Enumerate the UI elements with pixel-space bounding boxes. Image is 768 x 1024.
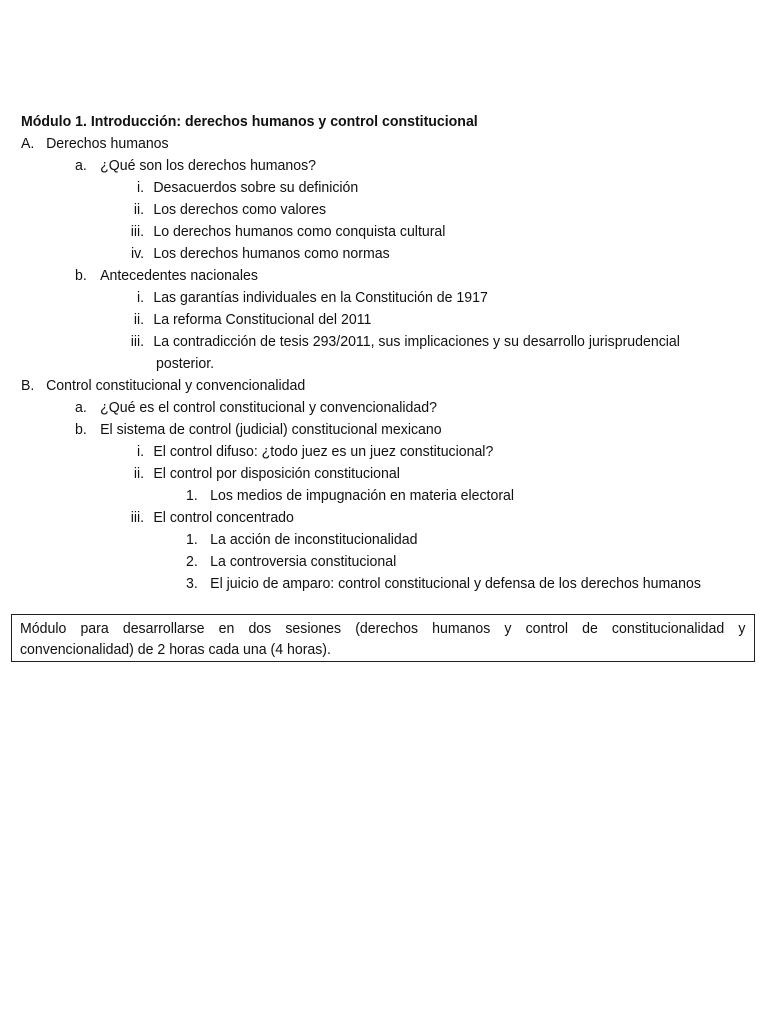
item-marker: a. xyxy=(75,399,87,416)
item-label: La contradicción de tesis 293/2011, sus implicaciones y su desarrollo jurisprudencial xyxy=(153,333,680,350)
section-a-label: Derechos humanos xyxy=(46,135,169,152)
item-label: ¿Qué son los derechos humanos? xyxy=(100,157,317,174)
item-marker: 3. xyxy=(186,575,198,592)
note-line-2: convencionalidad) de 2 horas cada una (4 horas). xyxy=(20,641,331,658)
item-marker: i. xyxy=(136,289,145,306)
item-marker: iii. xyxy=(130,223,145,240)
item-marker: iii. xyxy=(130,333,145,350)
item-label: Antecedentes nacionales xyxy=(100,267,258,284)
item-label: Lo derechos humanos como conquista cultural xyxy=(153,223,446,240)
item-marker: 2. xyxy=(186,553,198,570)
item-label: Los medios de impugnación en materia electoral xyxy=(210,487,515,504)
item-label: La reforma Constitucional del 2011 xyxy=(153,311,372,328)
item-marker: ii. xyxy=(133,201,145,218)
item-marker: a. xyxy=(75,157,87,174)
section-a-marker: A. xyxy=(21,135,35,152)
section-b-item-a xyxy=(75,398,437,418)
session-note-box xyxy=(11,614,755,662)
item-label: El control concentrado xyxy=(153,509,294,526)
section-a xyxy=(21,134,169,154)
item-marker: 1. xyxy=(186,487,198,504)
section-b-item-b xyxy=(75,420,442,440)
item-label: El control difuso: ¿todo juez es un juez constitucional? xyxy=(153,443,494,460)
item-marker: i. xyxy=(136,443,145,460)
item-marker: iii. xyxy=(130,509,145,526)
item-label: ¿Qué es el control constitucional y convencionalidad? xyxy=(100,399,437,416)
item-marker: 1. xyxy=(186,531,198,548)
list-item xyxy=(186,530,418,550)
section-a-item-b xyxy=(75,266,258,286)
module-title: Módulo 1. Introducción: derechos humanos y control constitucional xyxy=(21,113,478,130)
list-item xyxy=(186,574,701,594)
section-b xyxy=(21,376,306,396)
item-marker: b. xyxy=(75,421,87,438)
item-label: El control por disposición constitucional xyxy=(153,465,400,482)
item-label: La controversia constitucional xyxy=(210,553,397,570)
item-label: El juicio de amparo: control constitucional y defensa de los derechos humanos xyxy=(210,575,701,592)
list-item xyxy=(186,552,397,572)
item-marker: iv. xyxy=(130,245,145,262)
item-label: El sistema de control (judicial) constitucional mexicano xyxy=(100,421,442,438)
item-label: Las garantías individuales en la Constitución de 1917 xyxy=(153,289,488,306)
section-b-label: Control constitucional y convencionalidad xyxy=(46,377,306,394)
item-label: Desacuerdos sobre su definición xyxy=(153,179,359,196)
note-line-1: Módulo para desarrollarse en dos sesiones (derechos humanos y control de constitucionalidad y xyxy=(20,620,746,637)
item-marker: ii. xyxy=(133,311,145,328)
section-a-item-a xyxy=(75,156,317,176)
item-marker: b. xyxy=(75,267,87,284)
item-marker: ii. xyxy=(133,465,145,482)
item-label: La acción de inconstitucionalidad xyxy=(210,531,418,548)
section-b-marker: B. xyxy=(21,377,35,394)
item-marker: i. xyxy=(136,179,145,196)
item-label: Los derechos como valores xyxy=(153,201,327,218)
list-item-continuation: posterior. xyxy=(156,355,215,372)
list-item xyxy=(186,486,515,506)
item-label: Los derechos humanos como normas xyxy=(153,245,390,262)
